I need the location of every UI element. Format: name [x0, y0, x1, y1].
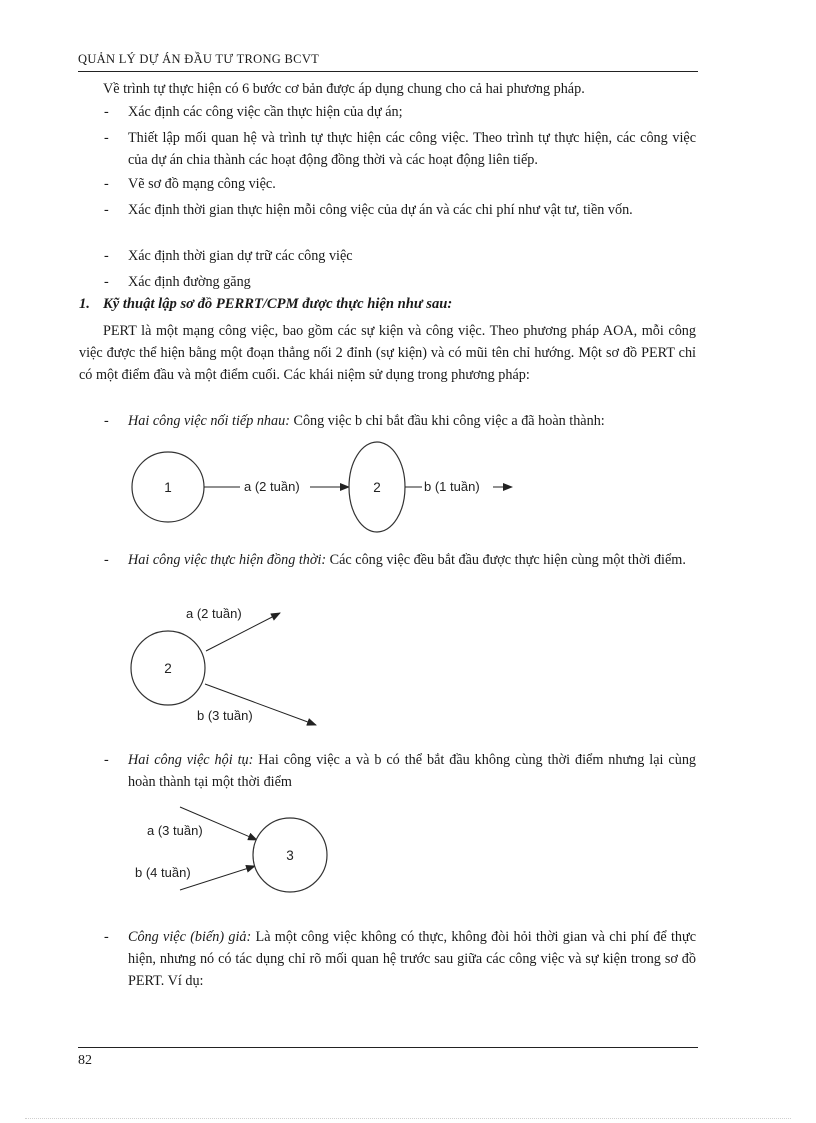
bullet: - — [104, 130, 109, 146]
node-label: 2 — [164, 661, 172, 676]
bullet: - — [104, 552, 109, 568]
bullet: - — [104, 176, 109, 192]
bullet: - — [104, 104, 109, 120]
edge-label-b: b (3 tuần) — [197, 708, 253, 723]
list-item: Vẽ sơ đồ mạng công việc. — [128, 176, 276, 192]
bullet: - — [104, 202, 109, 218]
running-header: QUẢN LÝ DỰ ÁN ĐẦU TƯ TRONG BCVT — [78, 52, 320, 66]
diagram-sequential — [120, 438, 540, 543]
concept-parallel — [128, 549, 696, 571]
section-title: Kỹ thuật lập sơ đồ PERRT/CPM được thực hiện như sau: — [103, 296, 453, 312]
concept-dummy — [128, 926, 696, 992]
edge-label-b: b (4 tuần) — [135, 865, 191, 880]
section-number: 1. — [79, 296, 90, 312]
edge-arrow — [180, 866, 255, 890]
concept-text: Là một công việc không có thực, không đòi hỏi thời gian và chi phí để thực hiện, nhưng nó có tác dụng chỉ rõ mối quan hệ trước sau giữa các công việc và sự kiện trong sơ đồ PERT. Ví dụ: — [128, 929, 696, 989]
concept-sequential — [128, 410, 696, 432]
bullet: - — [104, 274, 109, 290]
edge-label-a: a (2 tuần) — [244, 479, 300, 494]
diagram-converge — [125, 800, 345, 900]
footer-rule — [78, 1047, 698, 1048]
pert-paragraph: PERT là một mạng công việc, bao gồm các sự kiện và công việc. Theo phương pháp AOA, mỗi công việc được thể hiện bằng một đoạn thẳng nối 2 đỉnh (sự kiện) và có mũi tên chỉ hướng. Một sơ đồ PERT chỉ có một điểm đầu và một điểm cuối. Các khái niệm sử dụng trong phương pháp: — [79, 323, 696, 383]
page-bottom-edge — [25, 1118, 791, 1119]
list-item: Xác định thời gian thực hiện mỗi công việc của dự án và các chi phí như vật tư, tiền vốn. — [128, 202, 633, 218]
concept-text: Hai công việc a và b có thể bắt đầu không cùng thời điểm nhưng lại cùng hoàn thành tại một thời điểm — [128, 752, 697, 790]
bullet: - — [104, 752, 109, 768]
concept-text: Công việc b chỉ bắt đầu khi công việc a đã hoàn thành: — [289, 413, 605, 429]
list-item: Xác định các công việc cần thực hiện của dự án; — [128, 104, 403, 120]
page-number: 82 — [78, 1053, 92, 1068]
edge-label-a: a (3 tuần) — [147, 823, 203, 838]
node-label: 1 — [164, 480, 172, 495]
diagram-parallel — [120, 598, 340, 733]
concept-term: Công việc (biến) giả: — [128, 929, 252, 945]
bullet: - — [104, 929, 109, 945]
concept-term: Hai công việc thực hiện đồng thời: — [128, 552, 327, 568]
concept-term: Hai công việc nối tiếp nhau: — [128, 413, 290, 429]
concept-converge — [128, 749, 696, 793]
header-rule — [78, 71, 698, 72]
concept-text: Các công việc đều bắt đầu được thực hiện cùng một thời điểm. — [326, 552, 686, 568]
node-label: 3 — [286, 848, 294, 863]
intro-text: Về trình tự thực hiện có 6 bước cơ bản được áp dụng chung cho cả hai phương pháp. — [103, 81, 585, 97]
node-label: 2 — [373, 480, 381, 495]
list-item: Xác định đường găng — [128, 274, 251, 290]
list-item: Xác định thời gian dự trữ các công việc — [128, 248, 353, 264]
edge-label-a: a (2 tuần) — [186, 606, 242, 621]
bullet: - — [104, 413, 109, 429]
list-item: Thiết lập mối quan hệ và trình tự thực hiện các công việc. Theo trình tự thực hiện, các công việc của dự án chia thành các hoạt động đồng thời và các hoạt động liên tiếp. — [128, 130, 696, 168]
edge-label-b: b (1 tuần) — [424, 479, 480, 494]
bullet: - — [104, 248, 109, 264]
concept-term: Hai công việc hội tụ: — [128, 752, 254, 768]
